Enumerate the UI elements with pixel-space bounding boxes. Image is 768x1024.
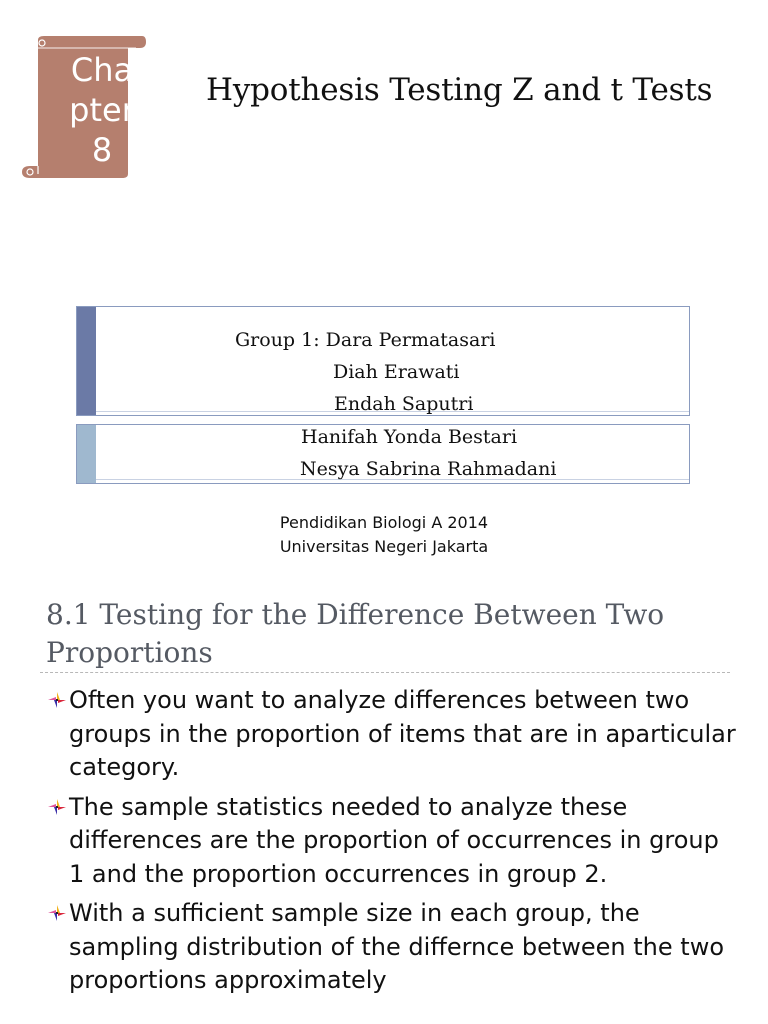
bullet-text: With a sufficient sample size in each group, the sampling distribution of the differnce between the two proportions approximately (69, 899, 725, 994)
member-name: Group 1: Dara Permatasari (235, 329, 496, 351)
member-name: Diah Erawati (333, 361, 460, 383)
bullet-item (46, 684, 736, 785)
bullet-text: The sample statistics needed to analyze these differences are the proportion of occurrences in group 1 and the proportion occurrences in group 2. (69, 792, 719, 888)
chapter-number: 8 (91, 131, 113, 169)
bullet-text: Often you want to analyze differences between two groups in the proportion of items that are in aparticular category. (69, 686, 736, 781)
accent-bar (77, 307, 96, 415)
bullet-item (46, 897, 736, 998)
pinwheel-bullet-icon (46, 690, 68, 710)
member-name: Nesya Sabrina Rahmadani (300, 458, 557, 480)
member-name: Hanifah Yonda Bestari (301, 426, 518, 448)
chapter-scroll-badge (20, 34, 146, 180)
affiliation-program: Pendidikan Biologi A 2014 (279, 513, 489, 532)
chapter-label-line: pter (69, 91, 135, 129)
pinwheel-bullet-icon (46, 903, 68, 923)
title-divider (40, 672, 730, 673)
member-name: Endah Saputri (334, 393, 474, 415)
affiliation-university: Universitas Negeri Jakarta (279, 537, 489, 556)
bullet-list (46, 684, 736, 1004)
chapter-label (56, 50, 148, 170)
accent-bar (77, 425, 96, 483)
section-title: 8.1 Testing for the Difference Between Two Proportions (46, 598, 665, 669)
bullet-item (46, 791, 736, 892)
slide-title: Hypothesis Testing Z and t Tests (206, 72, 713, 108)
pinwheel-bullet-icon (46, 797, 68, 817)
chapter-label-line: Cha (70, 51, 134, 89)
